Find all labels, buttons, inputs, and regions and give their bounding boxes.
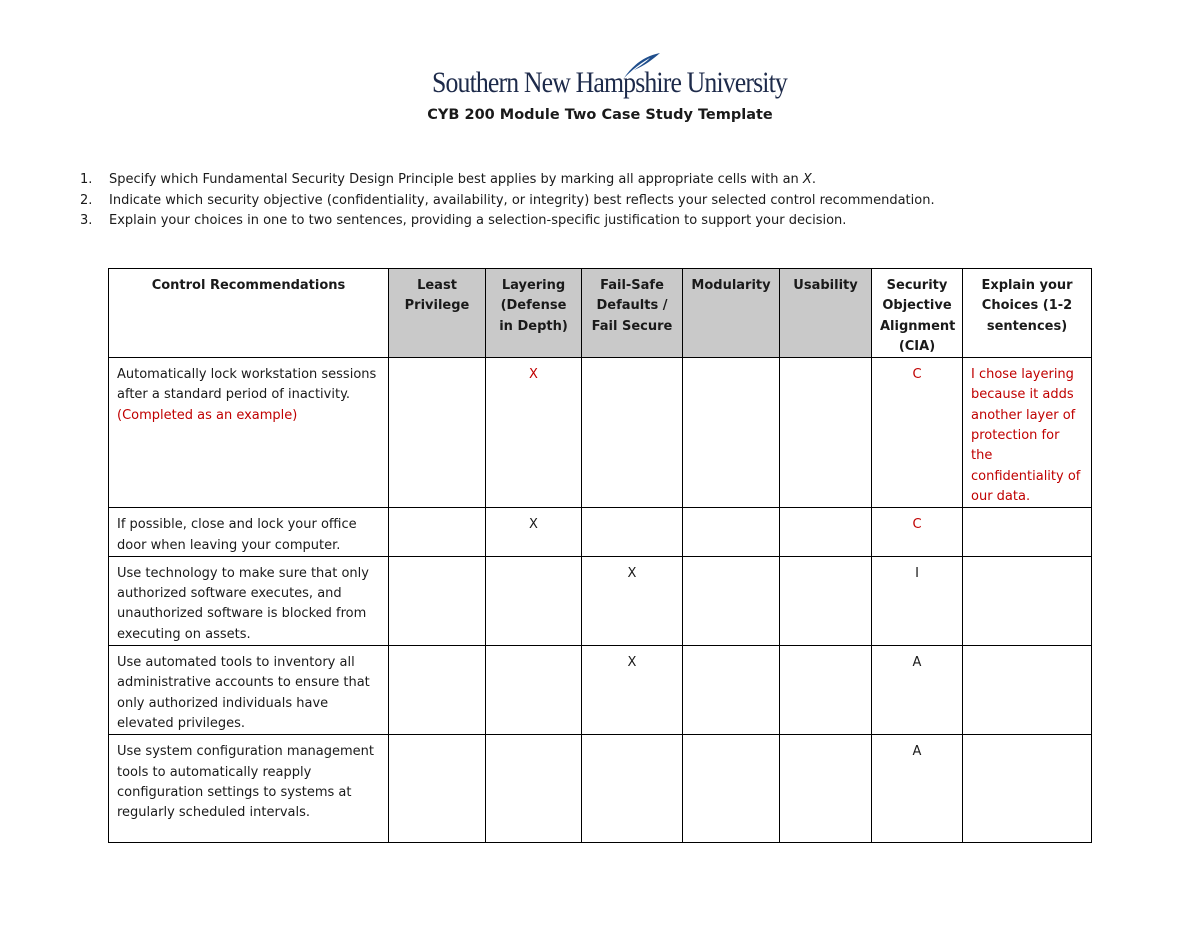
table-row [109,735,1092,843]
instruction-item [80,211,935,232]
table-row [109,646,1092,735]
layering-cell[interactable]: X [486,358,582,508]
modularity-cell[interactable] [683,646,780,735]
header-control-recommendations: Control Recommendations [109,269,389,358]
fail-safe-cell[interactable]: X [582,646,683,735]
header-modularity: Modularity [683,269,780,358]
instruction-number: 1. [80,172,93,187]
instruction-emphasis: X [802,172,812,187]
fail-safe-cell[interactable] [582,735,683,843]
instructions-list [80,170,935,232]
layering-cell[interactable] [486,646,582,735]
usability-cell[interactable] [780,556,872,645]
instruction-suffix: . [811,172,816,187]
least-privilege-cell[interactable] [389,508,486,557]
modularity-cell[interactable] [683,358,780,508]
explain-cell[interactable] [963,556,1092,645]
instruction-text: Indicate which security objective (confidentiality, availability, or integrity) best reflects your selected control recommendation. [109,192,935,208]
logo-wordmark: Southern New Hampshire University [432,66,787,99]
modularity-cell[interactable] [683,556,780,645]
fail-safe-cell[interactable]: X [582,556,683,645]
header-usability: Usability [780,269,872,358]
least-privilege-cell[interactable] [389,358,486,508]
layering-cell[interactable] [486,735,582,843]
fail-safe-cell[interactable] [582,358,683,508]
recommendation-text: Automatically lock workstation sessions after a standard period of inactivity. [117,367,377,403]
header-explain: Explain your Choices (1-2 sentences) [963,269,1092,358]
cia-cell[interactable]: A [872,735,963,843]
layering-cell[interactable]: X [486,508,582,557]
explain-cell[interactable] [963,646,1092,735]
explain-cell[interactable]: I chose layering because it adds another layer of protection for the confidentiality of our data. [963,358,1092,508]
table-row [109,358,1092,508]
usability-cell[interactable] [780,735,872,843]
cia-cell[interactable]: C [872,358,963,508]
least-privilege-cell[interactable] [389,556,486,645]
recommendation-cell: If possible, close and lock your office door when leaving your computer. [109,508,389,557]
modularity-cell[interactable] [683,508,780,557]
header-least-privilege: Least Privilege [389,269,486,358]
usability-cell[interactable] [780,358,872,508]
instruction-item [80,170,935,191]
instruction-item [80,191,935,212]
instruction-text: Specify which Fundamental Security Design Principle best applies by marking all appropriate cells with an [109,172,803,187]
recommendation-cell [109,358,389,508]
document-title: CYB 200 Module Two Case Study Template [427,107,773,123]
recommendation-cell: Use automated tools to inventory all administrative accounts to ensure that only authorized individuals have elevated privileges. [109,646,389,735]
least-privilege-cell[interactable] [389,646,486,735]
cia-cell[interactable]: I [872,556,963,645]
header-fail-safe: Fail-Safe Defaults / Fail Secure [582,269,683,358]
header-layering: Layering (Defense in Depth) [486,269,582,358]
explain-cell[interactable] [963,735,1092,843]
table-row [109,508,1092,557]
least-privilege-cell[interactable] [389,735,486,843]
instruction-number: 3. [80,213,93,228]
explain-cell[interactable] [963,508,1092,557]
table-header-row [109,269,1092,358]
cia-cell[interactable]: C [872,508,963,557]
cia-cell[interactable]: A [872,646,963,735]
instruction-text: Explain your choices in one to two sentences, providing a selection-specific justification to support your decision. [109,213,847,228]
example-note: (Completed as an example) [117,407,298,423]
layering-cell[interactable] [486,556,582,645]
modularity-cell[interactable] [683,735,780,843]
case-study-table [108,268,1092,843]
usability-cell[interactable] [780,508,872,557]
table-row [109,556,1092,645]
feather-icon [622,52,662,80]
fail-safe-cell[interactable] [582,508,683,557]
usability-cell[interactable] [780,646,872,735]
snhu-logo [432,52,787,104]
recommendation-cell: Use system configuration management tools to automatically reapply configuration settings to systems at regularly scheduled intervals. [109,735,389,843]
recommendation-cell: Use technology to make sure that only authorized software executes, and unauthorized software is blocked from executing on assets. [109,556,389,645]
header-security-objective: Security Objective Alignment (CIA) [872,269,963,358]
instruction-number: 2. [80,192,93,208]
